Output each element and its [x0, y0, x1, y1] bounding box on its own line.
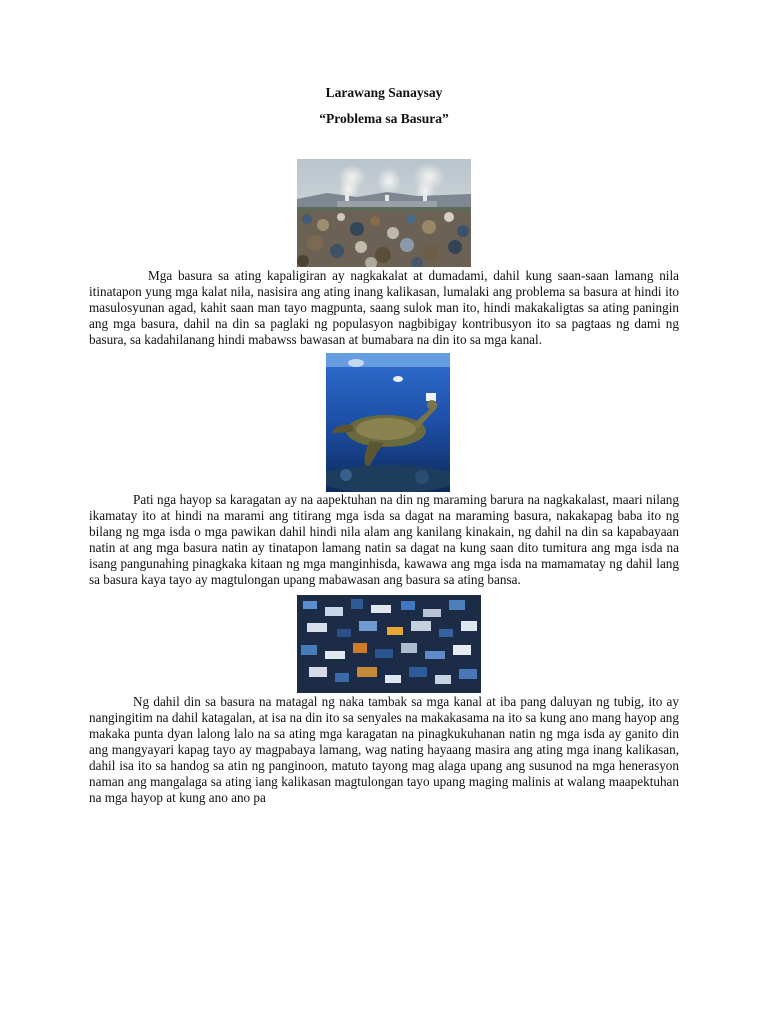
polluted-water-photo: [297, 595, 481, 693]
landfill-factory-photo: [297, 159, 471, 267]
document-subtitle: “Problema sa Basura”: [319, 111, 449, 126]
sea-turtle-photo: [326, 353, 450, 492]
document-title: Larawang Sanaysay: [325, 85, 443, 100]
paragraph-1: Mga basura sa ating kapaligiran ay nagkakalat at dumadami, dahil kung saan-saan lamang nila itinatapon yung mga kalat nila, nasisira ang ating inang kalikasan, lumalaki ang problema sa basura at hindi ito masulosyunan agad, kahit saan man tayo magpunta, saang sulok man ito, hindi makakaligtas sa ating paningin ang mga basura, dahil na din sa paglaki ng populasyon nagbibigay kontribusyon ito sa pagtaas ng dami ng basura, sa kadahilanang hindi mabawss bawasan at bumabara na din ito sa mga kanal.: [89, 268, 679, 347]
paragraph-2: Pati nga hayop sa karagatan ay na aapektuhan na din ng maraming barura na nagkakalast, maari nilang ikamatay ito at hindi na marami ang titirang mga isda sa dagat na maraming basura, nakakapag baba ito ng bilang ng mga isda o mga pawikan dahil hindi nila alam ang kanilang kinakain, ng dahil na din sa kapabayaan natin at ang mga basura natin ay tinatapon lamang natin sa dagat na kung saan dito tumitura ang mga isda na isang pangunahing pinagkaka kitaan ng mga manginhisda, kawawa ang mga isda na mamamatay ng dahil lang sa basura kaya tayo ay magtulongan upang mabawasan ang basura sa ating bansa.: [89, 492, 679, 587]
paragraph-3: Ng dahil din sa basura na matagal ng naka tambak sa mga kanal at iba pang daluyan ng tubig, ito ay nangingitim na dahil katagalan, at isa na din ito sa senyales na makakasama na ito sa kung ano mang hayop ang makaka punta dyan lalong lalo na sa ating mga karagatan na pinagkukuhanan natin ng mga isda ay ganito din ang mangyayari kapag tayo ay magpabaya lamang, wag nating hayaang masira ang ating mga inang kalikasan, dahil isa ito sa handog sa atin ng panginoon, matuto tayong mag alaga upang ang susunod na mga henerasyon naman ang mangalaga sa ating iang kalikasan magtulongan tayo upang maging malinis at walang maapektuhan na mga hayop at kung ano ano pa: [89, 694, 679, 805]
